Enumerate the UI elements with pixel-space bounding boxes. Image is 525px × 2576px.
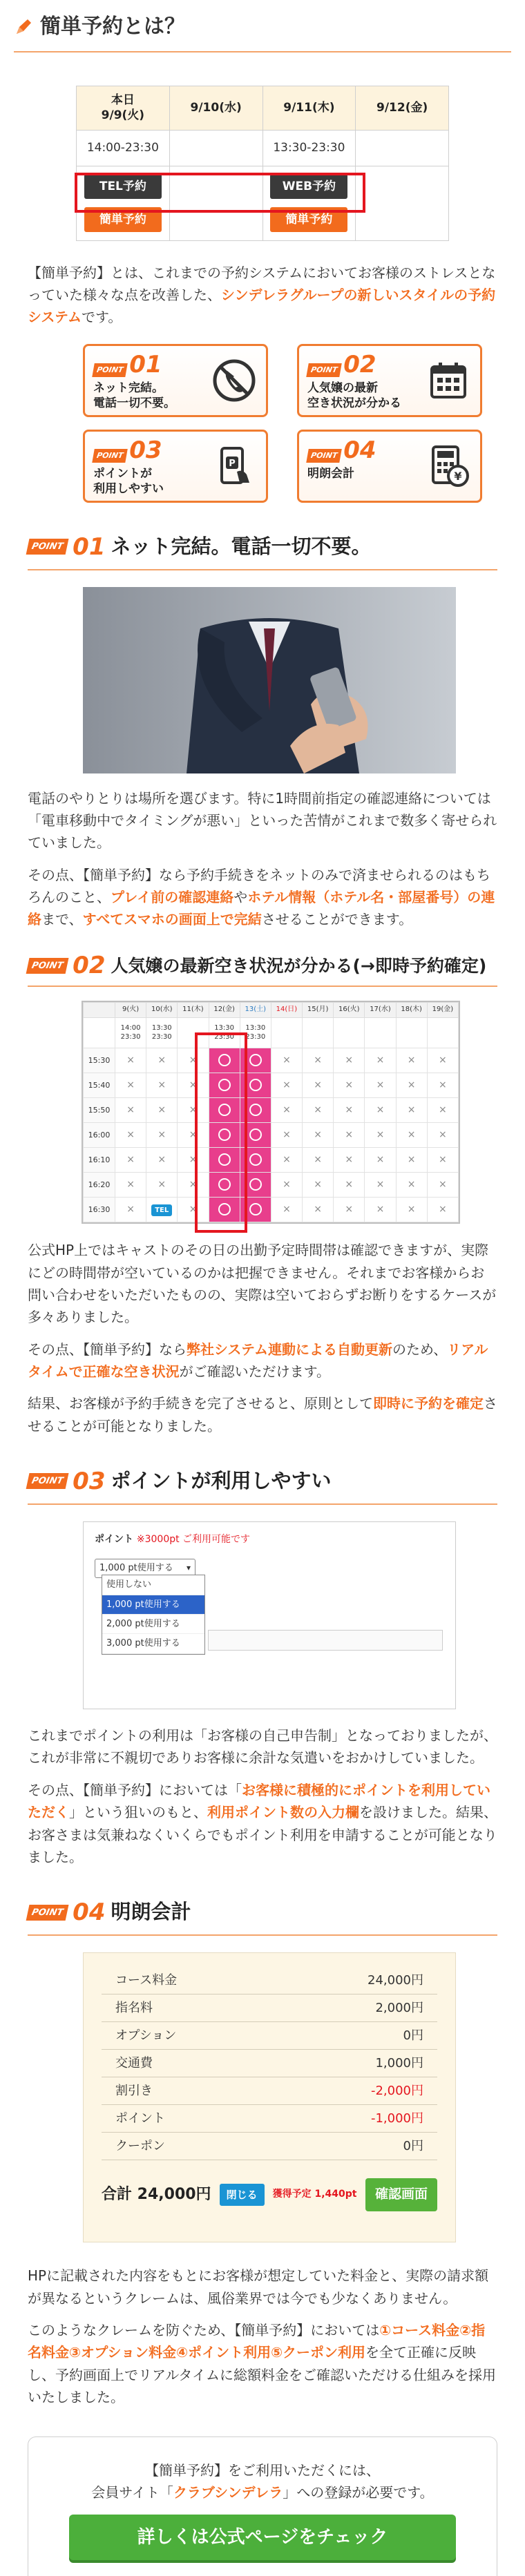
tel-booking-button[interactable]: TEL予約: [84, 174, 162, 199]
schedule-slot-unavailable: ×: [427, 1073, 458, 1098]
schedule-slot-unavailable: ×: [365, 1098, 396, 1123]
calculator-icon: [426, 444, 470, 488]
schedule-day: 12(金): [209, 1003, 240, 1018]
schedule-slot-unavailable: ×: [365, 1173, 396, 1198]
available-circle-icon: [249, 1054, 262, 1066]
schedule-slot-tel[interactable]: [146, 1198, 178, 1222]
sec2-text-c: がご確認いただけます。: [179, 1363, 331, 1381]
available-circle-icon: [249, 1203, 262, 1215]
checkout-item-label: 割引き: [115, 2083, 153, 2098]
checkout-item-value: 0円: [403, 2138, 423, 2153]
cta-line-1: 【簡単予約】をご利用いただくには、: [145, 2461, 380, 2479]
sec2-hl-2: リアルタイムで正確な空き状況: [28, 1340, 488, 1381]
section-04-heading: [28, 1896, 497, 1936]
section-03-heading: [28, 1465, 497, 1505]
schedule-day: 13(土): [240, 1003, 271, 1018]
points-phone-icon: [212, 444, 256, 488]
schedule-slot-unavailable: ×: [303, 1173, 334, 1198]
checkout-item-value: 1,000円: [375, 2055, 423, 2070]
section-title: ポイントが利用しやすい: [111, 1469, 332, 1493]
booking-header-day4: 9/12(金): [356, 86, 449, 130]
schedule-slot-unavailable: ×: [396, 1048, 427, 1073]
sec3-text-c: を設けました。結果、お客さまは気兼ねなくいくらでもポイント利用を申請することが可能となりました。: [28, 1804, 497, 1866]
checkout-item-row: [102, 2050, 437, 2077]
available-circle-icon: [249, 1153, 262, 1166]
schedule-shift: 13:30 23:30: [209, 1018, 240, 1048]
schedule-slot-unavailable: ×: [271, 1098, 302, 1123]
booking-table: [76, 86, 449, 241]
points-label: [95, 1532, 444, 1548]
highlight-frame: [75, 173, 365, 213]
schedule-day: 16(火): [334, 1003, 365, 1018]
checkout-total: 合計 24,000円: [102, 2185, 211, 2203]
schedule-day: 18(木): [396, 1003, 427, 1018]
schedule-slot-unavailable: ×: [334, 1073, 365, 1098]
schedule-day: 15(月): [303, 1003, 334, 1018]
schedule-shift: 13:30 23:30: [146, 1018, 178, 1048]
checkout-item-label: ポイント: [115, 2111, 165, 2126]
checkout-item-label: コース料金: [115, 1972, 178, 1988]
available-circle-icon: [249, 1178, 262, 1191]
sec2-text-e: させることが可能となりました。: [28, 1395, 497, 1434]
schedule-row: [84, 1123, 459, 1148]
sec3-hl-1: お客様に積極的にポイントを利用していただく: [28, 1781, 490, 1821]
schedule-corner: [84, 1003, 115, 1018]
point-cards: [83, 344, 525, 503]
schedule-day: 17(水): [365, 1003, 396, 1018]
sec2-text-b: のため、: [392, 1340, 448, 1358]
section-title: ネット完結。電話一切不要。: [111, 534, 372, 558]
points-option[interactable]: 使用しない: [102, 1575, 204, 1595]
intro-text-end: です。: [82, 309, 122, 326]
schedule-row: [84, 1148, 459, 1173]
schedule-slot-unavailable: ×: [146, 1123, 178, 1148]
checkout-item-value: -1,000円: [370, 2111, 423, 2126]
schedule-slot-unavailable: ×: [303, 1148, 334, 1173]
checkout-item-label: 指名料: [115, 2000, 153, 2015]
schedule-shift: [427, 1018, 458, 1048]
schedule-slot-unavailable: ×: [178, 1173, 209, 1198]
schedule-slot-unavailable: ×: [427, 1123, 458, 1148]
schedule-day: 9(火): [115, 1003, 146, 1018]
schedule-slot-unavailable: ×: [271, 1073, 302, 1098]
point-badge: POINT: [26, 1905, 69, 1921]
schedule-slot-unavailable: ×: [115, 1173, 146, 1198]
no-phone-icon: [212, 358, 256, 403]
section-01-text-2: [28, 864, 497, 931]
checkout-item-row: [102, 2022, 437, 2050]
schedule-slot-unavailable: ×: [271, 1148, 302, 1173]
section-04-text-2: [28, 2319, 497, 2409]
schedule-slot-unavailable: ×: [334, 1173, 365, 1198]
section-number: 02: [73, 952, 106, 980]
sec4-text-a: このようなクレームを防ぐため、【簡単予約】においては: [28, 2322, 380, 2339]
schedule-slot-unavailable: ×: [396, 1123, 427, 1148]
points-dropdown-list: [102, 1575, 205, 1655]
points-option[interactable]: 3,000 pt使用する: [102, 1634, 204, 1653]
checkout-item-value: -2,000円: [370, 2083, 423, 2098]
section-02-text-3: [28, 1392, 497, 1437]
point-badge: POINT: [92, 363, 128, 377]
pencil-icon: [14, 17, 33, 37]
section-number: 03: [73, 1468, 106, 1496]
cta-site-name: クラブシンデレラ: [173, 2483, 283, 2501]
schedule-slot-unavailable: ×: [115, 1123, 146, 1148]
schedule-day: 10(水): [146, 1003, 178, 1018]
checkout-item-label: クーポン: [115, 2138, 165, 2153]
easy-booking-button[interactable]: 簡単予約: [84, 207, 162, 232]
schedule-row: [84, 1098, 459, 1123]
checkout-item-value: 2,000円: [375, 2000, 423, 2015]
schedule-slot-unavailable: ×: [365, 1123, 396, 1148]
point-badge: POINT: [306, 363, 342, 377]
schedule-slot-unavailable: ×: [303, 1123, 334, 1148]
schedule-time: 16:10: [84, 1148, 115, 1173]
schedule-body: [84, 1048, 459, 1222]
schedule-time: 15:40: [84, 1073, 115, 1098]
sec3-text-b: 」という狙いのもと、: [69, 1804, 207, 1821]
points-option-selected[interactable]: 1,000 pt使用する: [102, 1595, 204, 1615]
point-badge: POINT: [306, 449, 342, 463]
svg-text:P: P: [229, 458, 236, 469]
svg-text:¥: ¥: [454, 469, 462, 483]
cta-text-a: 会員サイト「: [91, 2483, 173, 2501]
schedule-slot-unavailable: ×: [427, 1048, 458, 1073]
schedule-slot-unavailable: ×: [365, 1073, 396, 1098]
official-page-button[interactable]: 詳しくは公式ページをチェック: [69, 2515, 456, 2560]
sec1-text-b: や: [233, 889, 248, 906]
confirm-button[interactable]: 確認画面: [365, 2178, 437, 2211]
section-03-text-2: [28, 1779, 497, 1869]
schedule-shift: [365, 1018, 396, 1048]
checkout-item-row: [102, 2077, 437, 2105]
sec1-hl-3: すべてスマホの画面上で完結: [82, 911, 262, 928]
schedule-slot-unavailable: ×: [146, 1073, 178, 1098]
booking-time: [169, 130, 262, 166]
section-02-heading: [28, 952, 497, 987]
schedule-slot-unavailable: ×: [334, 1148, 365, 1173]
section-03-text-1: これまでポイントの利用は「お客様の自己申告制」となっておりましたが、これが非常に不親切でありお客様に余計な気遣いをおかけしていました。: [28, 1727, 497, 1767]
schedule-time: 16:30: [84, 1198, 115, 1222]
section-title: 人気嬢の最新空き状況が分かる(→即時予約確定): [111, 955, 487, 976]
checkout-total-row: [102, 2178, 437, 2211]
sec1-text-a: その点、【簡単予約】なら予約手続きをネットのみで済ませられるのはもちろんのこと、: [28, 866, 490, 906]
schedule-time: 16:00: [84, 1123, 115, 1148]
schedule-slot-unavailable: ×: [334, 1123, 365, 1148]
booking-time: [356, 130, 449, 166]
schedule-slot-unavailable: ×: [334, 1098, 365, 1123]
schedule-slot-unavailable: ×: [271, 1123, 302, 1148]
points-form-mock: [83, 1521, 456, 1709]
schedule-slot-unavailable: ×: [303, 1073, 334, 1098]
sec2-hl-3: 即時に予約を確定: [373, 1395, 484, 1412]
schedule-slot-unavailable: ×: [396, 1148, 427, 1173]
businessman-phone-photo: [83, 587, 456, 773]
point-card-text: ネット完結。 電話一切不要。: [93, 381, 175, 410]
point-badge: POINT: [26, 539, 69, 555]
booking-header-day3: 9/11(木): [262, 86, 356, 130]
schedule-slot-unavailable: ×: [146, 1098, 178, 1123]
schedule-slot-unavailable: ×: [115, 1048, 146, 1073]
schedule-shift: 14:00 23:30: [115, 1018, 146, 1048]
sec2-hl-1: 弊社システム連動による自動更新: [187, 1340, 392, 1358]
schedule-slot-unavailable: ×: [178, 1098, 209, 1123]
checkout-item-row: [102, 2105, 437, 2133]
schedule-slot-unavailable: ×: [178, 1123, 209, 1148]
schedule-day: 11(木): [178, 1003, 209, 1018]
booking-time: 14:00-23:30: [77, 130, 170, 166]
schedule-slot-unavailable: ×: [271, 1173, 302, 1198]
schedule-slot-unavailable: ×: [365, 1198, 396, 1222]
schedule-row: [84, 1173, 459, 1198]
schedule-row: [84, 1073, 459, 1098]
section-02-text-2: [28, 1338, 497, 1383]
availability-schedule: [82, 1001, 460, 1224]
point-card-04[interactable]: [297, 430, 482, 503]
checkout-item-value: 0円: [403, 2028, 423, 2043]
checkout-item-row: [102, 2133, 437, 2160]
schedule-slot-unavailable: ×: [334, 1048, 365, 1073]
intro-text-a: 【簡単予約】とは、これまでの予約システムにおいてお客様のストレスとなっていた様々な点を改善した、: [28, 264, 496, 303]
schedule-slot-unavailable: ×: [396, 1173, 427, 1198]
sec2-text-a: その点、【簡単予約】なら: [28, 1340, 187, 1358]
sec4-hl-1: ①コース料金②指名料金③オプション料金④ポイント利用⑤クーポン利用: [28, 2322, 486, 2361]
page-title-bar: [14, 10, 511, 52]
schedule-shift-label: [84, 1018, 115, 1048]
sec1-hl-1: プレイ前の確認連絡: [111, 889, 234, 906]
sec1-hl-2: ホテル情報（ホテル名・部屋番号）の連絡: [28, 889, 495, 928]
schedule-slot-unavailable: ×: [146, 1148, 178, 1173]
schedule-slot-unavailable: ×: [178, 1198, 209, 1222]
schedule-slot-unavailable: ×: [115, 1098, 146, 1123]
schedule-slot-unavailable: ×: [271, 1048, 302, 1073]
point-badge: POINT: [92, 449, 128, 463]
sec1-text-c: まで、: [41, 911, 83, 928]
section-01-text-1: 電話のやりとりは場所を選びます。特に1時間前指定の確認連絡については「電車移動中でタイミングが悪い」といった苦情がこれまで数多く寄せられていました。: [28, 789, 497, 852]
sec4-text-b: を全て正確に反映し、予約画面上でリアルタイムに総額料金をご確認いただける仕組みを採用いたしました。: [28, 2344, 496, 2406]
section-04-text-1: HPに記載された内容をもとにお客様が想定していた料金と、実際の請求額が異なるというクレームは、風俗業界では今でも少なくありません。: [28, 2267, 489, 2307]
checkout-item-row: [102, 1967, 437, 1995]
point-card-01[interactable]: [83, 344, 268, 417]
point-card-text: ポイントが 利用しやすい: [93, 466, 164, 496]
schedule-time: 16:20: [84, 1173, 115, 1198]
points-label-text: ポイント: [95, 1534, 133, 1546]
schedule-slot-unavailable: ×: [427, 1198, 458, 1222]
section-02-text-1: 公式HP上ではキャストのその日の出勤予定時間帯は確認できますが、実際にどの時間帯が空いているのかは把握できません。それまでお客様からお問い合わせをいただいたものの、実際は空いておらずお断りをするケースが多々ありました。: [28, 1242, 497, 1326]
point-card-03[interactable]: [83, 430, 268, 503]
schedule-time: 15:50: [84, 1098, 115, 1123]
schedule-slot-unavailable: ×: [334, 1198, 365, 1222]
tel-badge: TEL: [151, 1204, 172, 1216]
section-number: 04: [73, 1899, 106, 1927]
checkout-item-row: [102, 1995, 437, 2022]
schedule-slot-unavailable: ×: [271, 1198, 302, 1222]
section-01-heading: [28, 530, 497, 570]
section-title: 明朗会計: [111, 1900, 191, 1924]
schedule-shift: [303, 1018, 334, 1048]
web-booking-button[interactable]: WEB予約: [270, 174, 347, 199]
schedule-slot-unavailable: ×: [396, 1073, 427, 1098]
checkout-item-value: 24,000円: [368, 1972, 423, 1988]
schedule-slot-unavailable: ×: [365, 1148, 396, 1173]
booking-header-day1: 本日 9/9(火): [77, 86, 170, 130]
intro-text: [28, 262, 497, 329]
earn-points: 獲得予定 1,440pt: [272, 2189, 357, 2200]
schedule-slot-unavailable: ×: [303, 1098, 334, 1123]
cta-text-b: 」への登録が必要です。: [283, 2483, 434, 2501]
photo-illustration: [83, 587, 456, 773]
booking-cell-empty: [356, 166, 449, 240]
schedule-slot-unavailable: ×: [396, 1198, 427, 1222]
checkout-item-label: オプション: [115, 2028, 177, 2043]
highlight-frame: [195, 1032, 247, 1233]
sec1-text-d: させることができます。: [261, 911, 413, 928]
schedule-slot-unavailable: ×: [396, 1098, 427, 1123]
schedule-slot-unavailable: ×: [427, 1148, 458, 1173]
sec2-text-d: 結果、お客様が予約手続きを完了させると、原則として: [28, 1395, 373, 1412]
calendar-icon: [426, 358, 470, 403]
schedule-time: 15:30: [84, 1048, 115, 1073]
checkout-item-label: 交通費: [115, 2055, 153, 2070]
point-card-02[interactable]: [297, 344, 482, 417]
schedule-day: 19(金): [427, 1003, 458, 1018]
checkout-items: [102, 1967, 437, 2160]
schedule-slot-unavailable: ×: [303, 1048, 334, 1073]
schedule-slot-unavailable: ×: [427, 1173, 458, 1198]
point-number: 04: [343, 436, 376, 464]
point-badge: POINT: [26, 1473, 69, 1489]
schedule-slot-unavailable: ×: [303, 1198, 334, 1222]
sec3-text-a: その点、【簡単予約】においては「: [28, 1781, 242, 1798]
intro-highlight: シンデレラグループの新しいスタイルの予約システム: [28, 286, 496, 326]
schedule-slot-unavailable: ×: [178, 1048, 209, 1073]
schedule-slot-unavailable: ×: [427, 1098, 458, 1123]
cta-line-2: [42, 2481, 483, 2503]
schedule-slot-unavailable: ×: [146, 1048, 178, 1073]
schedule-slot-unavailable: ×: [178, 1148, 209, 1173]
page-title: 簡単予約とは？: [40, 15, 185, 39]
available-circle-icon: [249, 1128, 262, 1141]
schedule-day: 14(日): [271, 1003, 302, 1018]
schedule-shift: [334, 1018, 365, 1048]
section-number: 01: [73, 532, 106, 561]
checkout-summary: [83, 1952, 456, 2242]
point-badge: POINT: [26, 958, 69, 974]
close-button[interactable]: 閉じる: [220, 2184, 265, 2207]
schedule-slot-unavailable: ×: [146, 1173, 178, 1198]
schedule-slot-unavailable: ×: [115, 1073, 146, 1098]
points-available: ※3000pt ご利用可能です: [136, 1534, 251, 1546]
point-card-text: 明朗会計: [307, 466, 354, 481]
schedule-shift: [271, 1018, 302, 1048]
cta-box: [28, 2436, 497, 2576]
point-number: 01: [129, 350, 162, 378]
points-next-field[interactable]: [208, 1630, 443, 1651]
available-circle-icon: [249, 1104, 262, 1116]
schedule-slot-unavailable: ×: [115, 1148, 146, 1173]
schedule-row: [84, 1198, 459, 1222]
sec3-hl-2: 利用ポイント数の入力欄: [207, 1804, 359, 1821]
easy-booking-button[interactable]: 簡単予約: [270, 207, 347, 232]
point-number: 03: [129, 436, 162, 464]
schedule-shift: [396, 1018, 427, 1048]
schedule-slot-unavailable: ×: [178, 1073, 209, 1098]
points-option[interactable]: 2,000 pt使用する: [102, 1615, 204, 1634]
schedule-slot-unavailable: ×: [115, 1198, 146, 1222]
booking-time: 13:30-23:30: [262, 130, 356, 166]
booking-header-day2: 9/10(水): [169, 86, 262, 130]
schedule-slot-unavailable: ×: [365, 1048, 396, 1073]
schedule-shift: 13:30 23:30: [240, 1018, 271, 1048]
available-circle-icon: [249, 1079, 262, 1091]
schedule-row: [84, 1048, 459, 1073]
points-select[interactable]: 1,000 pt使用する ▾: [95, 1559, 195, 1578]
point-number: 02: [343, 350, 376, 378]
point-card-text: 人気嬢の最新 空き状況が分かる: [307, 381, 401, 410]
